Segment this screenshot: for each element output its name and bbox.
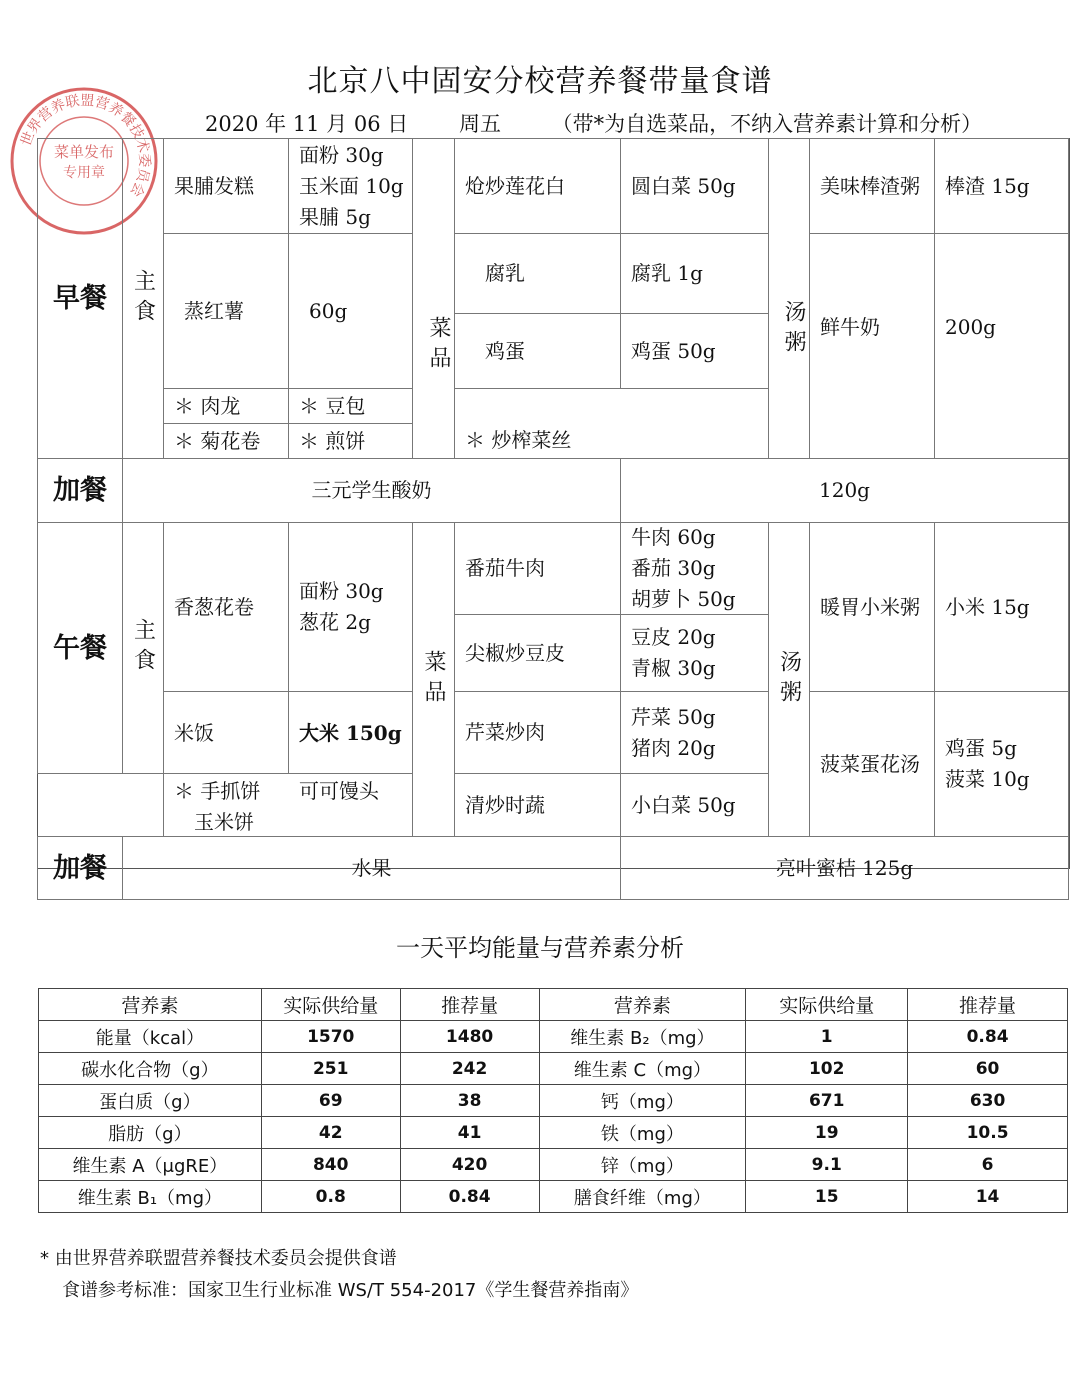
lunch-optional-staples: ＊ 手抓饼 可可馒头 玉米饼 <box>163 773 413 837</box>
header-actual-2: 实际供给量 <box>746 989 908 1021</box>
table-row <box>39 1053 1068 1085</box>
nutrient-name: 钙（mg） <box>539 1085 746 1117</box>
nutrient-name: 维生素 B₂（mg） <box>539 1021 746 1053</box>
menu-weekday: 周五 <box>458 112 501 136</box>
nutrient-value: 102 <box>746 1053 908 1085</box>
footnote-provider: * 由世界营养联盟营养餐技术委员会提供食谱 <box>40 1248 397 1269</box>
menu-date: 2020 年 11 月 06 日 <box>205 112 409 136</box>
nutrient-value: 38 <box>400 1085 539 1117</box>
lunch-dish-3: 芹菜炒肉 <box>454 691 621 774</box>
breakfast-dish-label: 菜品 <box>412 138 455 459</box>
footnotes <box>40 1243 638 1307</box>
stamp-inner-line1: 菜单发布 <box>53 143 115 161</box>
table-row <box>39 1021 1068 1053</box>
table-row <box>39 1149 1068 1181</box>
lunch-label: 午餐 <box>37 522 123 774</box>
breakfast-staple-1-ingredients: 面粉 30g 玉米面 10g 果脯 5g <box>288 138 413 234</box>
breakfast-soup-1: 美味棒渣粥 <box>809 138 935 234</box>
menu-table <box>37 138 1070 884</box>
nutrient-value: 9.1 <box>746 1149 908 1181</box>
header-recommended: 推荐量 <box>400 989 539 1021</box>
breakfast-optional-2b: ＊ 煎饼 <box>288 423 413 459</box>
breakfast-optional-dish: ＊ 炒榨菜丝 <box>454 388 769 459</box>
breakfast-staple-2-ingredients: 60g <box>288 233 413 389</box>
breakfast-optional-1a: ＊ 肉龙 <box>163 388 289 424</box>
header-recommended-2: 推荐量 <box>908 989 1068 1021</box>
nutrient-value: 840 <box>261 1149 400 1181</box>
header-actual: 实际供给量 <box>261 989 400 1021</box>
nutrient-name: 脂肪（g） <box>39 1117 262 1149</box>
page-title: 北京八中固安分校营养餐带量食谱 <box>307 64 773 99</box>
nutrient-value: 19 <box>746 1117 908 1149</box>
subtitle <box>205 108 982 138</box>
breakfast-dish-2-ingredients: 腐乳 1g <box>620 233 769 314</box>
nutrient-name: 维生素 B₁（mg） <box>39 1181 262 1213</box>
lunch-dish-1: 番茄牛肉 <box>454 522 621 615</box>
lunch-soup-1: 暖胃小米粥 <box>809 522 935 692</box>
nutrient-value: 0.8 <box>261 1181 400 1213</box>
nutrient-value: 630 <box>908 1085 1068 1117</box>
nutrition-header-row <box>39 989 1068 1021</box>
nutrient-value: 1570 <box>261 1021 400 1053</box>
snack1-amount: 120g <box>620 458 1069 523</box>
table-row <box>39 1181 1068 1213</box>
lunch-staple-2-ingredients: 大米 150g <box>288 691 413 774</box>
breakfast-dish-1-ingredients: 圆白菜 50g <box>620 138 769 234</box>
stamp-inner-line2: 专用章 <box>63 165 105 181</box>
nutrient-value: 41 <box>400 1117 539 1149</box>
lunch-soup-2: 菠菜蛋花汤 <box>809 691 935 837</box>
stamp-ring-text: 世界营养联盟营养餐技术委员会 <box>18 92 153 200</box>
breakfast-label: 早餐 <box>37 138 123 459</box>
snack1-item: 三元学生酸奶 <box>122 458 621 523</box>
nutrient-value: 251 <box>261 1053 400 1085</box>
nutrient-name: 碳水化合物（g） <box>39 1053 262 1085</box>
nutrient-value: 1 <box>746 1021 908 1053</box>
lunch-staple-label: 主食 <box>122 522 164 774</box>
nutrient-value: 671 <box>746 1085 908 1117</box>
lunch-staple-2: 米饭 <box>163 691 289 774</box>
nutrient-value: 42 <box>261 1117 400 1149</box>
nutrient-name: 蛋白质（g） <box>39 1085 262 1117</box>
nutrient-value: 0.84 <box>908 1021 1068 1053</box>
breakfast-staple-1: 果脯发糕 <box>163 138 289 234</box>
breakfast-soup-label: 汤粥 <box>768 138 810 459</box>
snack2-item: 水果 <box>122 836 621 900</box>
breakfast-dish-2: 腐乳 <box>454 233 621 314</box>
breakfast-soup-2-ingredients: 200g <box>934 233 1069 459</box>
nutrient-value: 10.5 <box>908 1117 1068 1149</box>
lunch-dish-label: 菜品 <box>412 522 455 837</box>
breakfast-optional-1b: ＊ 豆包 <box>288 388 413 424</box>
breakfast-dish-1: 炝炒莲花白 <box>454 138 621 234</box>
lunch-dish-2: 尖椒炒豆皮 <box>454 614 621 692</box>
nutrient-value: 1480 <box>400 1021 539 1053</box>
nutrient-value: 15 <box>746 1181 908 1213</box>
lunch-dish-1-ingredients: 牛肉 60g 番茄 30g 胡萝卜 50g <box>620 522 769 615</box>
nutrient-value: 60 <box>908 1053 1068 1085</box>
header-nutrient-2: 营养素 <box>539 989 746 1021</box>
breakfast-soup-1-ingredients: 棒渣 15g <box>934 138 1069 234</box>
lunch-dish-4: 清炒时蔬 <box>454 773 621 837</box>
breakfast-dish-3-ingredients: 鸡蛋 50g <box>620 313 769 389</box>
lunch-staple-1: 香葱花卷 <box>163 522 289 692</box>
nutrient-name: 维生素 A（μgRE） <box>39 1149 262 1181</box>
lunch-staple-1-ingredients: 面粉 30g 葱花 2g <box>288 522 413 692</box>
table-row <box>39 1085 1068 1117</box>
lunch-dish-3-ingredients: 芹菜 50g 猪肉 20g <box>620 691 769 774</box>
table-row <box>39 1117 1068 1149</box>
nutrition-table <box>38 988 1068 1213</box>
lunch-soup-2-ingredients: 鸡蛋 5g 菠菜 10g <box>934 691 1069 837</box>
nutrient-value: 242 <box>400 1053 539 1085</box>
lunch-soup-1-ingredients: 小米 15g <box>934 522 1069 692</box>
nutrient-name: 能量（kcal） <box>39 1021 262 1053</box>
nutrient-name: 铁（mg） <box>539 1117 746 1149</box>
nutrient-name: 锌（mg） <box>539 1149 746 1181</box>
snack2-label: 加餐 <box>37 836 123 900</box>
nutrient-name: 维生素 C（mg） <box>539 1053 746 1085</box>
snack1-label: 加餐 <box>37 458 123 523</box>
nutrient-value: 6 <box>908 1149 1068 1181</box>
breakfast-soup-2: 鲜牛奶 <box>809 233 935 459</box>
nutrient-value: 420 <box>400 1149 539 1181</box>
lunch-soup-label: 汤粥 <box>768 522 810 837</box>
nutrient-name: 膳食纤维（mg） <box>539 1181 746 1213</box>
nutrient-value: 0.84 <box>400 1181 539 1213</box>
breakfast-staple-label: 主食 <box>122 138 164 459</box>
footnote-standard: 食谱参考标准：国家卫生行业标准 WS/T 554-2017《学生餐营养指南》 <box>62 1280 639 1301</box>
breakfast-staple-2: 蒸红薯 <box>163 233 289 389</box>
optional-note: （带*为自选菜品，不纳入营养素计算和分析） <box>551 112 983 136</box>
nutrition-title: 一天平均能量与营养素分析 <box>396 934 684 962</box>
breakfast-dish-3: 鸡蛋 <box>454 313 621 389</box>
lunch-dish-4-ingredients: 小白菜 50g <box>620 773 769 837</box>
lunch-dish-2-ingredients: 豆皮 20g 青椒 30g <box>620 614 769 692</box>
header-nutrient: 营养素 <box>39 989 262 1021</box>
nutrient-value: 14 <box>908 1181 1068 1213</box>
nutrient-value: 69 <box>261 1085 400 1117</box>
snack2-amount: 亮叶蜜桔 125g <box>620 836 1069 900</box>
breakfast-optional-2a: ＊ 菊花卷 <box>163 423 289 459</box>
